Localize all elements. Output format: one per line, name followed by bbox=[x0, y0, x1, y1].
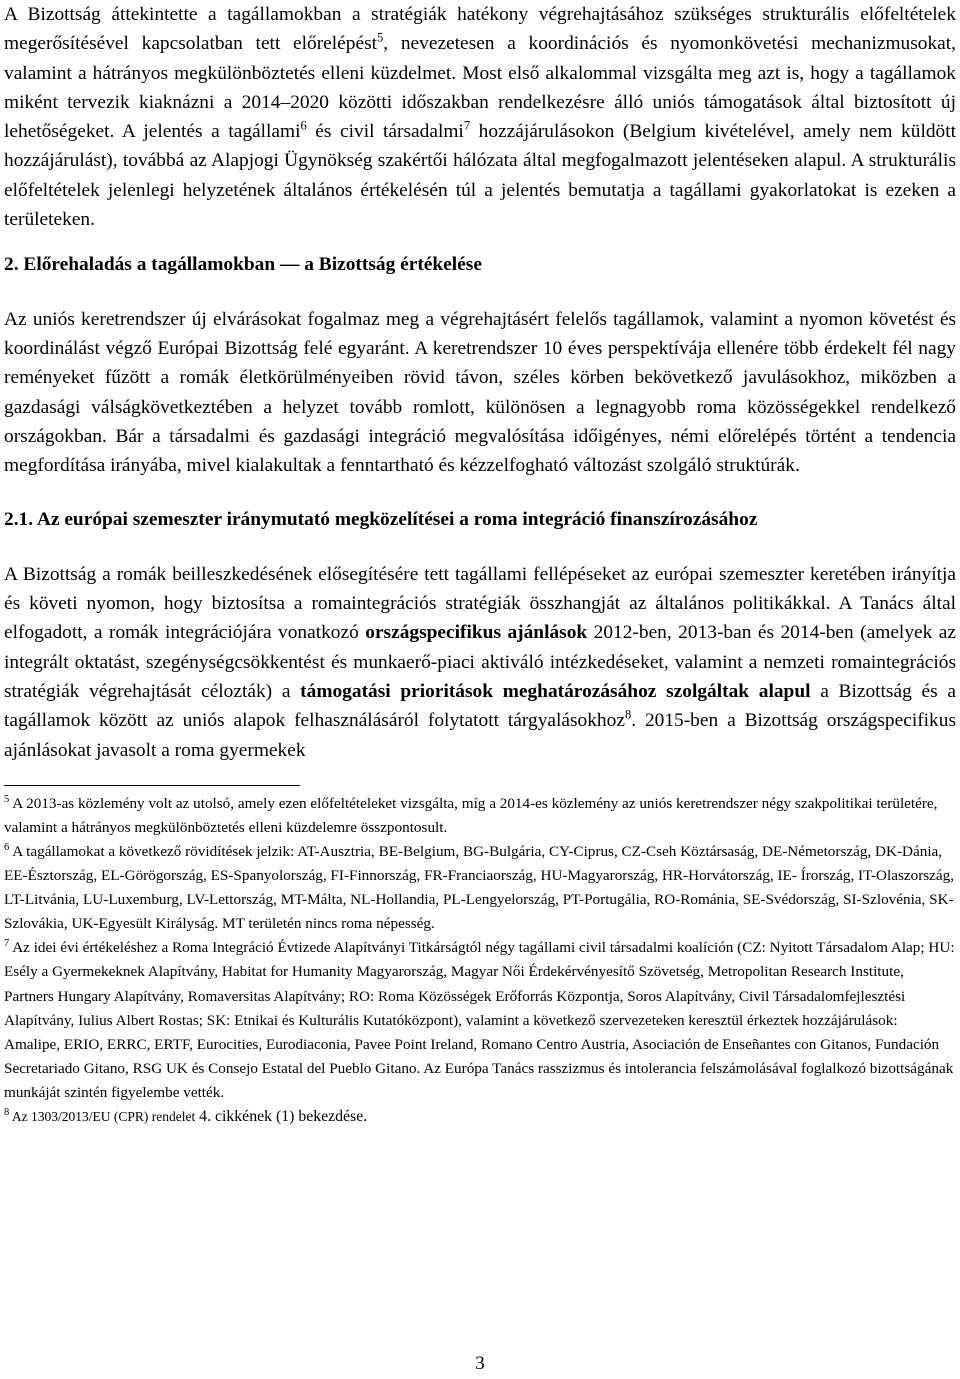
footnote-separator bbox=[4, 785, 300, 786]
footnotes bbox=[4, 792, 956, 1129]
paragraph-text: 2012-ben, 2013-ban és 2014-ben (amelyek az integrált oktatást, szegénységcsökkentést és munkaerő-piaci aktiváló intézkedéseket, valamint a nemzeti romaintegrációs stratégiák végrehajtását célozták) a bbox=[4, 622, 956, 702]
footnote-ref-8[interactable]: 8 bbox=[624, 707, 632, 722]
footnote-number: 8 bbox=[4, 1106, 10, 1118]
paragraph-text: a Bizottság és a tagállamok között az uniós alapok felhasználásáról folytatott tárgyalásokhoz bbox=[4, 680, 956, 732]
body-paragraph-3 bbox=[4, 560, 956, 765]
paragraph-text: és civil társadalmi bbox=[306, 121, 464, 143]
bold-phrase-country-recommendations: országspecifikus ajánlások bbox=[365, 622, 588, 644]
footnote-number: 7 bbox=[4, 938, 10, 950]
footnote-number: 5 bbox=[4, 793, 10, 805]
section-heading-2-1: 2.1. Az európai szemeszter iránymutató megközelítései a roma integráció finanszírozásához bbox=[4, 509, 758, 531]
paragraph-text: , nevezetesen a koordinációs és nyomonkövetési mechanizmusokat, valamint a hátrányos megkülönböztetés elleni küzdelmet. Most első alkalommal vizsgálta meg azt is, hogy a tagállamok miként tervezik kiaknázni a 2014–2020 közötti időszakban rendelkezésre álló uniós támogatások által biztosított új lehetőségeket. A jelentés a tagállami bbox=[4, 33, 956, 143]
footnote-text: 4. cikkének (1) bekezdése. bbox=[195, 1108, 368, 1126]
footnote-5 bbox=[4, 792, 956, 840]
footnote-number: 6 bbox=[4, 841, 10, 853]
footnote-7 bbox=[4, 936, 956, 1105]
footnote-text: A tagállamokat a következő rövidítések jelzik: AT-Ausztria, BE-Belgium, BG-Bulgária, CY-Ciprus, CZ-Cseh Köztársaság, DE-Németország, DK-Dánia, EE-Észtország, EL-Görögország, ES-Spanyolország, FI-Finnország, FR-Franciaország, HU-Magyarország, HR-Horvátország, IE- Írország, IT-Olaszország, LT-Litvánia, LU-Luxemburg, LV-Lettország, MT-Málta, NL-Hollandia, PL-Lengyelország, PT-Portugália, RO-Románia, SE-Svédország, SI-Szlovénia, SK-Szlovákia, UK-Egyesült Királyság. MT területén nincs roma népesség. bbox=[4, 843, 955, 933]
body-paragraph-2: Az uniós keretrendszer új elvárásokat fogalmaz meg a végrehajtásért felelős tagállamok, valamint a nyomon követést és koordinálást végző Európai Bizottság felé egyaránt. A keretrendszer 10 éves perspektívája ellenére több érdekelt fél nagy reményeket fűzött a romák életkörülményeiben rövid távon, széles körben bekövetkező javulásokhoz, miközben a gazdasági válságkövetkeztében a helyzet tovább romlott, különösen a legnagyobb roma közösségekkel rendelkező országokban. Bár a társadalmi és gazdasági integráció megvalósítása időigényes, némi előrelépés történt a tendencia megfordítása irányába, mivel kialakultak a fenntartható és kézzelfogható változást szolgáló struktúrák. bbox=[4, 308, 956, 477]
footnote-text: A 2013-as közlemény volt az utolsó, amely ezen előfeltételeket vizsgálta, míg a 2014-es közlemény az uniós keretrendszer négy szakpolitikai területére, valamint a hátrányos megkülönböztetés elleni küzdelemre összpontosult. bbox=[4, 794, 938, 836]
footnote-text: Az 1303/2013/EU (CPR) rendelet bbox=[9, 1109, 196, 1125]
footnote-text: Az idei évi értékeléshez a Roma Integráció Évtizede Alapítványi Titkárságtól négy tagállami civil társadalmi koalíción (CZ: Nyitott Társadalom Alap; HU: Esély a Gyermekeknek Alapítvány, Habitat for Humanity Magyarország, Magyar Női Érdekérvényesítő Szövetség, Metropolitan Research Institute, Partners Hungary Alapítvány, Romaversitas Alapítvány; RO: Roma Közösségek Erőforrás Központja, Soros Alapítvány, Civil Társadalomfejlesztési Alapítvány, Iulius Albert Rostas; SK: Etnikai és Kulturális Kutatóközpont), valamint a következő szervezeteken keresztül érkeztek hozzájárulások: Amalipe, ERIO, ERRC, ERTF, Eurocities, Eurodiaconia, Pavee Point Ireland, Romano Centro Austria, Asociación de Enseñantes con Gitanos, Fundación Secretariado Gitano, RSG UK és Consejo Estatal del Pueblo Gitano. Az Európa Tanács rasszizmus és intolerancia felszámolásával foglalkozó bizottságának munkáját szintén figyelembe vették. bbox=[4, 939, 955, 1101]
section-heading-2: 2. Előrehaladás a tagállamokban — a Bizottság értékelése bbox=[4, 254, 482, 276]
paragraph-text: A Bizottság a romák beilleszkedésének elősegítésére tett tagállami fellépéseket az európai szemeszter keretében irányítja és követi nyomon, hogy biztosítsa a romaintegrációs stratégiák összhangját az általános politikákkal. A Tanács által elfogadott, a romák integrációjára vonatkozó bbox=[4, 563, 956, 644]
footnote-ref-6[interactable]: 6 bbox=[300, 118, 307, 133]
paragraph-text: A Bizottság áttekintette a tagállamokban a stratégiák hatékony végrehajtásához szükséges strukturális előfeltételek megerősítésével kapcsolatban tett előrelépést bbox=[4, 4, 956, 55]
footnote-6 bbox=[4, 840, 956, 936]
paragraph-text: hozzájárulásokon (Belgium kivételével, amely nem küldött hozzájárulást), továbbá az Alapjogi Ügynökség szakértői hálózata által megfogalmazott jelentéseken alapul. A strukturális előfeltételek jelenlegi helyzetének általános értékelésén túl a jelentés bemutatja a tagállami gyakorlatokat is ezeken a területeken. bbox=[4, 121, 956, 231]
footnote-ref-7[interactable]: 7 bbox=[463, 118, 471, 133]
paragraph-text: . 2015-ben a Bizottság országspecifikus ajánlásokat javasolt a roma gyermekek bbox=[4, 710, 956, 761]
footnote-ref-5[interactable]: 5 bbox=[377, 30, 384, 45]
body-paragraph-1 bbox=[4, 0, 956, 234]
footnote-8 bbox=[4, 1105, 956, 1129]
bold-phrase-support-priorities: támogatási prioritások meghatározásához szolgáltak alapul bbox=[300, 680, 811, 702]
page-number: 3 bbox=[475, 1353, 485, 1374]
